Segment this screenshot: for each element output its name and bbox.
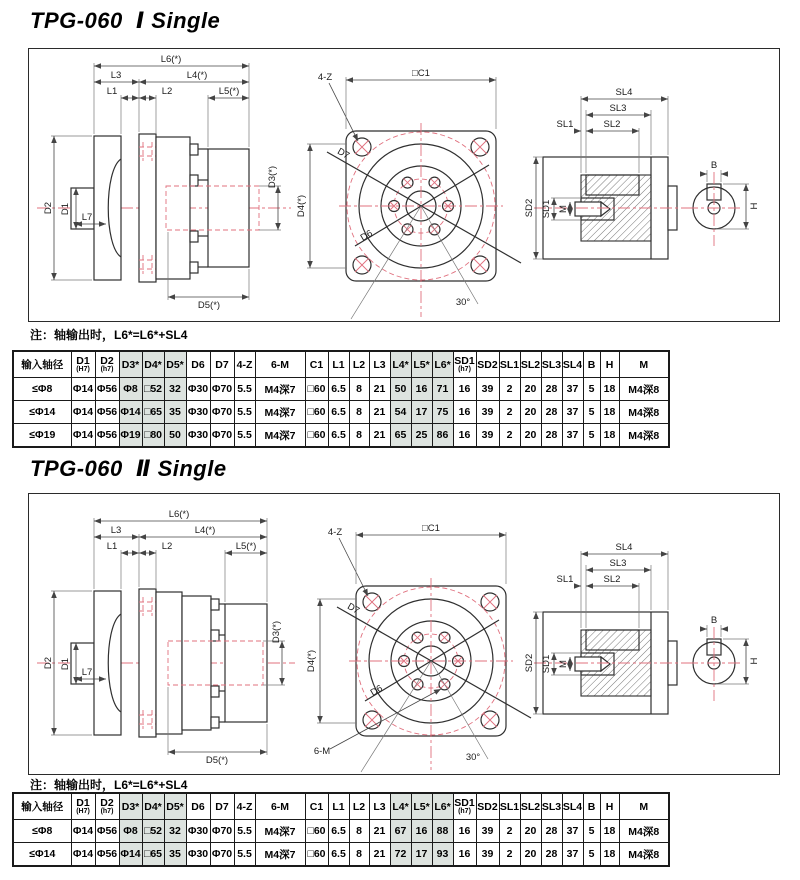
sha​ft-view: [524, 542, 760, 714]
dim-label-sl3: SL3: [609, 558, 627, 569]
col-header: SD1 (h7): [453, 793, 476, 820]
dim-label-d6: D6: [368, 683, 385, 699]
cell: 17: [411, 401, 432, 424]
cell: 2: [499, 378, 520, 401]
col-header: C1: [305, 793, 328, 820]
dim-label-d2: D2: [43, 201, 54, 215]
table-row: [13, 424, 669, 448]
cell: ≤Φ19: [13, 424, 71, 448]
dim-label-l5: L5(*): [218, 86, 240, 97]
drawing-panel-1: [28, 48, 780, 322]
col-header: D6: [186, 351, 210, 378]
col-header: D3*: [119, 351, 142, 378]
cell: □60: [305, 378, 328, 401]
cell: 6.5: [328, 424, 349, 448]
cell: 5: [583, 424, 600, 448]
cell: 18: [600, 424, 619, 448]
table-row: [13, 378, 669, 401]
col-header: B: [583, 793, 600, 820]
cell: M4深7: [255, 820, 305, 843]
col-header: D1 (H7): [71, 793, 95, 820]
cell: 6.5: [328, 401, 349, 424]
dim-label-4z: 4-Z: [317, 72, 333, 83]
col-header: D7: [210, 793, 234, 820]
dim-label-angle: 30°: [465, 752, 481, 763]
cell: □60: [305, 424, 328, 448]
cell: ≤Φ14: [13, 401, 71, 424]
dim-label-l1: L1: [106, 541, 118, 552]
col-header: SL2: [520, 793, 541, 820]
cell: 39: [476, 378, 499, 401]
cell: 5: [583, 378, 600, 401]
col-header: L3: [369, 793, 390, 820]
col-header: L2: [349, 351, 369, 378]
col-header: 6-M: [255, 793, 305, 820]
col-header: H: [600, 351, 619, 378]
dim-label-d4: D4(*): [296, 194, 307, 218]
cell: Φ56: [95, 843, 119, 867]
cell: 20: [520, 401, 541, 424]
dim-label-sl2: SL2: [603, 574, 621, 585]
dim-label-d1: D1: [60, 657, 71, 671]
col-header: D2 (h7): [95, 351, 119, 378]
cell: 37: [562, 401, 583, 424]
section1-note: 注：轴输出时，L6*=L6*+SL4: [30, 328, 188, 342]
col-header: SD1 (h7): [453, 351, 476, 378]
cell: 18: [600, 843, 619, 867]
col-header: D3*: [119, 793, 142, 820]
dim-label-l7: L7: [81, 667, 93, 678]
cell: □65: [142, 401, 164, 424]
col-header: SL1: [499, 351, 520, 378]
dim-label-b: B: [710, 160, 718, 171]
cell: M4深8: [619, 820, 669, 843]
dim-label-sl1: SL1: [556, 119, 574, 130]
cell: 21: [369, 378, 390, 401]
col-header: SD2: [476, 793, 499, 820]
dim-label-d3: D3(*): [267, 165, 278, 189]
dim-label-sd2: SD2: [524, 653, 535, 673]
cell: 37: [562, 424, 583, 448]
cell: Φ14: [71, 820, 95, 843]
section2-note: 注：轴输出时，L6*=L6*+SL4: [30, 778, 188, 792]
cell: M4深8: [619, 401, 669, 424]
cell: Φ14: [71, 378, 95, 401]
cell: 50: [390, 378, 411, 401]
dim-label-l6: L6(*): [168, 509, 190, 520]
cell: □52: [142, 820, 164, 843]
col-header: L6*: [432, 793, 453, 820]
cell: 75: [432, 401, 453, 424]
cell: 71: [432, 378, 453, 401]
cell: Φ70: [210, 424, 234, 448]
cell: 5: [583, 401, 600, 424]
cell: 6.5: [328, 378, 349, 401]
cell: 8: [349, 378, 369, 401]
cell: M4深7: [255, 401, 305, 424]
col-header: L4*: [390, 793, 411, 820]
dim-label-sl3: SL3: [609, 103, 627, 114]
dim-label-m: M: [558, 660, 569, 668]
cell: 37: [562, 378, 583, 401]
col-header: L3: [369, 351, 390, 378]
cell: ≤Φ8: [13, 820, 71, 843]
cell: Φ70: [210, 378, 234, 401]
dim-label-l2: L2: [161, 86, 173, 97]
col-header: D2 (h7): [95, 793, 119, 820]
table-row: [13, 843, 669, 867]
cell: 8: [349, 843, 369, 867]
cell: Φ30: [186, 401, 210, 424]
cell: 65: [390, 424, 411, 448]
cell: 28: [541, 378, 562, 401]
cell: 86: [432, 424, 453, 448]
cell: 16: [453, 424, 476, 448]
cell: 35: [164, 843, 186, 867]
cell: Φ8: [119, 820, 142, 843]
cell: 39: [476, 843, 499, 867]
cell: □60: [305, 843, 328, 867]
cell: 39: [476, 424, 499, 448]
section1-title: TPG-060 Ⅰ Single: [30, 8, 221, 33]
cell: 25: [411, 424, 432, 448]
col-header: H: [600, 793, 619, 820]
dim-label-d5: D5(*): [197, 300, 221, 311]
col-header: L4*: [390, 351, 411, 378]
col-header: SL3: [541, 793, 562, 820]
cell: 2: [499, 424, 520, 448]
cell: 21: [369, 424, 390, 448]
col-header: SL3: [541, 351, 562, 378]
cell: Φ14: [71, 424, 95, 448]
table-row: [13, 820, 669, 843]
cell: Φ56: [95, 424, 119, 448]
dim-label-d7: D7: [345, 601, 362, 617]
section2-title: TPG-060 Ⅱ Single: [30, 456, 227, 481]
cell: 32: [164, 378, 186, 401]
cell: Φ56: [95, 378, 119, 401]
cell: 5: [583, 843, 600, 867]
shaft-view: [524, 87, 760, 259]
col-header: L1: [328, 793, 349, 820]
spec-table-1: [12, 350, 670, 448]
technical-drawing-2: [29, 494, 779, 774]
col-header: L1: [328, 351, 349, 378]
cell: 37: [562, 843, 583, 867]
cell: Φ30: [186, 843, 210, 867]
dim-label-6m: 6-M: [313, 746, 331, 757]
col-header: SL2: [520, 351, 541, 378]
dim-label-sl2: SL2: [603, 119, 621, 130]
cell: 5.5: [234, 378, 255, 401]
cell: 2: [499, 843, 520, 867]
cell: 20: [520, 820, 541, 843]
cell: Φ56: [95, 401, 119, 424]
cell: 37: [562, 820, 583, 843]
cell: □60: [305, 401, 328, 424]
dim-label-l6: L6(*): [160, 54, 182, 65]
cell: 28: [541, 843, 562, 867]
table-row: [13, 401, 669, 424]
side-view: [37, 54, 291, 311]
cell: Φ14: [119, 401, 142, 424]
cell: Φ14: [71, 843, 95, 867]
cell: 8: [349, 820, 369, 843]
dim-label-m: M: [558, 205, 569, 213]
dim-label-d2: D2: [43, 656, 54, 670]
dim-label-h: H: [749, 657, 760, 665]
cell: M4深8: [619, 378, 669, 401]
cell: Φ30: [186, 378, 210, 401]
cell: M4深7: [255, 843, 305, 867]
col-header: D7: [210, 351, 234, 378]
cell: ≤Φ14: [13, 843, 71, 867]
cell: 5.5: [234, 843, 255, 867]
dim-label-c1: □C1: [422, 523, 440, 534]
cell: Φ8: [119, 378, 142, 401]
spec-table-2: [12, 792, 670, 867]
cell: 88: [432, 820, 453, 843]
front-view: [296, 68, 521, 319]
dim-label-l7: L7: [81, 212, 93, 223]
dim-label-d5: D5(*): [205, 755, 229, 766]
col-header: D5*: [164, 351, 186, 378]
cell: 16: [453, 378, 476, 401]
cell: 18: [600, 378, 619, 401]
drawing-panel-2: [28, 493, 780, 775]
col-header: D4*: [142, 351, 164, 378]
cell: □65: [142, 843, 164, 867]
col-header: SL4: [562, 793, 583, 820]
col-header: SD2: [476, 351, 499, 378]
cell: Φ70: [210, 401, 234, 424]
cell: Φ19: [119, 424, 142, 448]
dim-label-sl1: SL1: [556, 574, 574, 585]
cell: 2: [499, 820, 520, 843]
cell: 16: [453, 401, 476, 424]
col-header: M: [619, 793, 669, 820]
dim-label-l2: L2: [161, 541, 173, 552]
col-header: SL4: [562, 351, 583, 378]
col-header: B: [583, 351, 600, 378]
col-header: M: [619, 351, 669, 378]
col-header: L5*: [411, 793, 432, 820]
col-header: 输入轴径: [13, 351, 71, 378]
cell: 28: [541, 820, 562, 843]
col-header: L2: [349, 793, 369, 820]
col-header: D5*: [164, 793, 186, 820]
front-view: [306, 523, 531, 772]
cell: Φ14: [119, 843, 142, 867]
dim-label-h: H: [749, 202, 760, 210]
cell: □80: [142, 424, 164, 448]
dim-label-l1: L1: [106, 86, 118, 97]
cell: 18: [600, 820, 619, 843]
col-header: 6-M: [255, 351, 305, 378]
col-header: C1: [305, 351, 328, 378]
dim-label-d3: D3(*): [271, 620, 282, 644]
technical-drawing-1: [29, 49, 779, 321]
cell: 21: [369, 401, 390, 424]
cell: 28: [541, 424, 562, 448]
dim-label-sd1: SD1: [541, 654, 552, 674]
cell: 50: [164, 424, 186, 448]
cell: 5.5: [234, 820, 255, 843]
col-header: 4-Z: [234, 351, 255, 378]
cell: 6.5: [328, 843, 349, 867]
col-header: L5*: [411, 351, 432, 378]
cell: 8: [349, 401, 369, 424]
dim-label-angle: 30°: [455, 297, 471, 308]
cell: 16: [411, 378, 432, 401]
dim-label-d4: D4(*): [306, 649, 317, 673]
cell: 17: [411, 843, 432, 867]
cell: 16: [453, 820, 476, 843]
header-row: [13, 793, 669, 820]
cell: M4深7: [255, 424, 305, 448]
cell: Φ70: [210, 843, 234, 867]
cell: 16: [411, 820, 432, 843]
col-header: D4*: [142, 793, 164, 820]
cell: 5: [583, 820, 600, 843]
cell: 2: [499, 401, 520, 424]
cell: 28: [541, 401, 562, 424]
col-header: 4-Z: [234, 793, 255, 820]
cell: 20: [520, 378, 541, 401]
cell: 21: [369, 843, 390, 867]
cell: Φ70: [210, 820, 234, 843]
col-header: D6: [186, 793, 210, 820]
cell: M4深8: [619, 843, 669, 867]
dim-label-d6: D6: [358, 228, 375, 244]
cell: 5.5: [234, 424, 255, 448]
cell: Φ14: [71, 401, 95, 424]
cell: 35: [164, 401, 186, 424]
dim-label-l4: L4(*): [186, 70, 208, 81]
cell: Φ30: [186, 424, 210, 448]
cell: 54: [390, 401, 411, 424]
cell: 39: [476, 820, 499, 843]
cell: 20: [520, 843, 541, 867]
cell: 32: [164, 820, 186, 843]
dim-label-l5: L5(*): [235, 541, 257, 552]
cell: □52: [142, 378, 164, 401]
header-row: [13, 351, 669, 378]
dim-label-c1: □C1: [412, 68, 430, 79]
cell: 67: [390, 820, 411, 843]
cell: Φ30: [186, 820, 210, 843]
dim-label-sl4: SL4: [615, 87, 633, 98]
dim-label-sd2: SD2: [524, 198, 535, 218]
dim-label-4z: 4-Z: [327, 527, 343, 538]
col-header: 输入轴径: [13, 793, 71, 820]
cell: 5.5: [234, 401, 255, 424]
cell: 6.5: [328, 820, 349, 843]
dim-label-b: B: [710, 615, 718, 626]
cell: M4深7: [255, 378, 305, 401]
cell: ≤Φ8: [13, 378, 71, 401]
cell: 8: [349, 424, 369, 448]
dim-label-l3: L3: [110, 70, 122, 81]
dim-label-d1: D1: [60, 202, 71, 216]
dim-label-l3: L3: [110, 525, 122, 536]
side-view: [37, 509, 295, 766]
cell: 16: [453, 843, 476, 867]
cell: 72: [390, 843, 411, 867]
col-header: D1 (H7): [71, 351, 95, 378]
col-header: SL1: [499, 793, 520, 820]
cell: Φ56: [95, 820, 119, 843]
cell: M4深8: [619, 424, 669, 448]
dim-label-l4: L4(*): [194, 525, 216, 536]
cell: 20: [520, 424, 541, 448]
cell: 21: [369, 820, 390, 843]
col-header: L6*: [432, 351, 453, 378]
cell: 93: [432, 843, 453, 867]
cell: 39: [476, 401, 499, 424]
cell: 18: [600, 401, 619, 424]
dim-label-sd1: SD1: [541, 199, 552, 219]
dim-label-d7: D7: [335, 146, 352, 162]
cell: □60: [305, 820, 328, 843]
dim-label-sl4: SL4: [615, 542, 633, 553]
